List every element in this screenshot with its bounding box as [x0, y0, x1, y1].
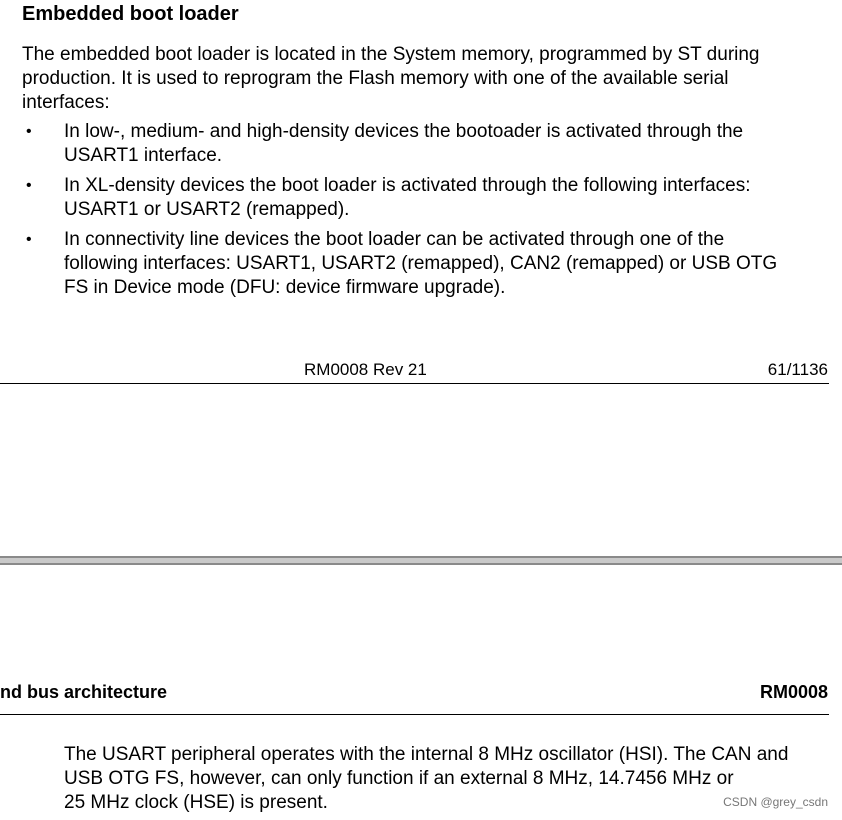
list-item [64, 228, 777, 300]
next-page-paragraph [64, 743, 788, 815]
intro-line: The embedded boot loader is located in the System memory, programmed by ST during [22, 44, 760, 65]
bullet-marker: • [26, 123, 32, 140]
list-item [64, 120, 743, 168]
paragraph-line: USB OTG FS, however, can only function if an external 8 MHz, 14.7456 MHz or [64, 768, 734, 789]
paragraph-line: The USART peripheral operates with the internal 8 MHz oscillator (HSI). The CAN and [64, 744, 789, 765]
bullet-marker: • [26, 231, 32, 248]
list-item-line: USART1 or USART2 (remapped). [64, 199, 350, 220]
next-page-doc-id: RM0008 [759, 682, 828, 702]
bullet-marker: • [26, 177, 32, 194]
watermark-text: CSDN @grey_csdn [723, 795, 828, 809]
footer-page-number: 61/1136 [767, 360, 828, 379]
section-heading: Embedded boot loader [22, 3, 239, 25]
next-page-section-title: nd bus architecture [0, 682, 168, 702]
header-rule [0, 714, 829, 715]
intro-line: interfaces: [22, 92, 110, 113]
list-item-line: USART1 interface. [64, 145, 223, 166]
intro-paragraph [22, 43, 760, 115]
footer-doc-revision: RM0008 Rev 21 [304, 360, 427, 379]
list-item [64, 174, 751, 222]
list-item-line: following interfaces: USART1, USART2 (remapped), CAN2 (remapped) or USB OTG [64, 253, 778, 274]
list-item-line: In connectivity line devices the boot loader can be activated through one of the [64, 229, 725, 250]
paragraph-line: 25 MHz clock (HSE) is present. [64, 792, 328, 813]
list-item-line: In low-, medium- and high-density devices the bootoader is activated through the [64, 121, 744, 142]
list-item-line: In XL-density devices the boot loader is activated through the following interfaces: [64, 175, 751, 196]
page-separator [0, 556, 842, 565]
list-item-line: FS in Device mode (DFU: device firmware upgrade). [64, 277, 506, 298]
intro-line: production. It is used to reprogram the Flash memory with one of the available serial [22, 68, 729, 89]
footer-rule [0, 383, 829, 384]
